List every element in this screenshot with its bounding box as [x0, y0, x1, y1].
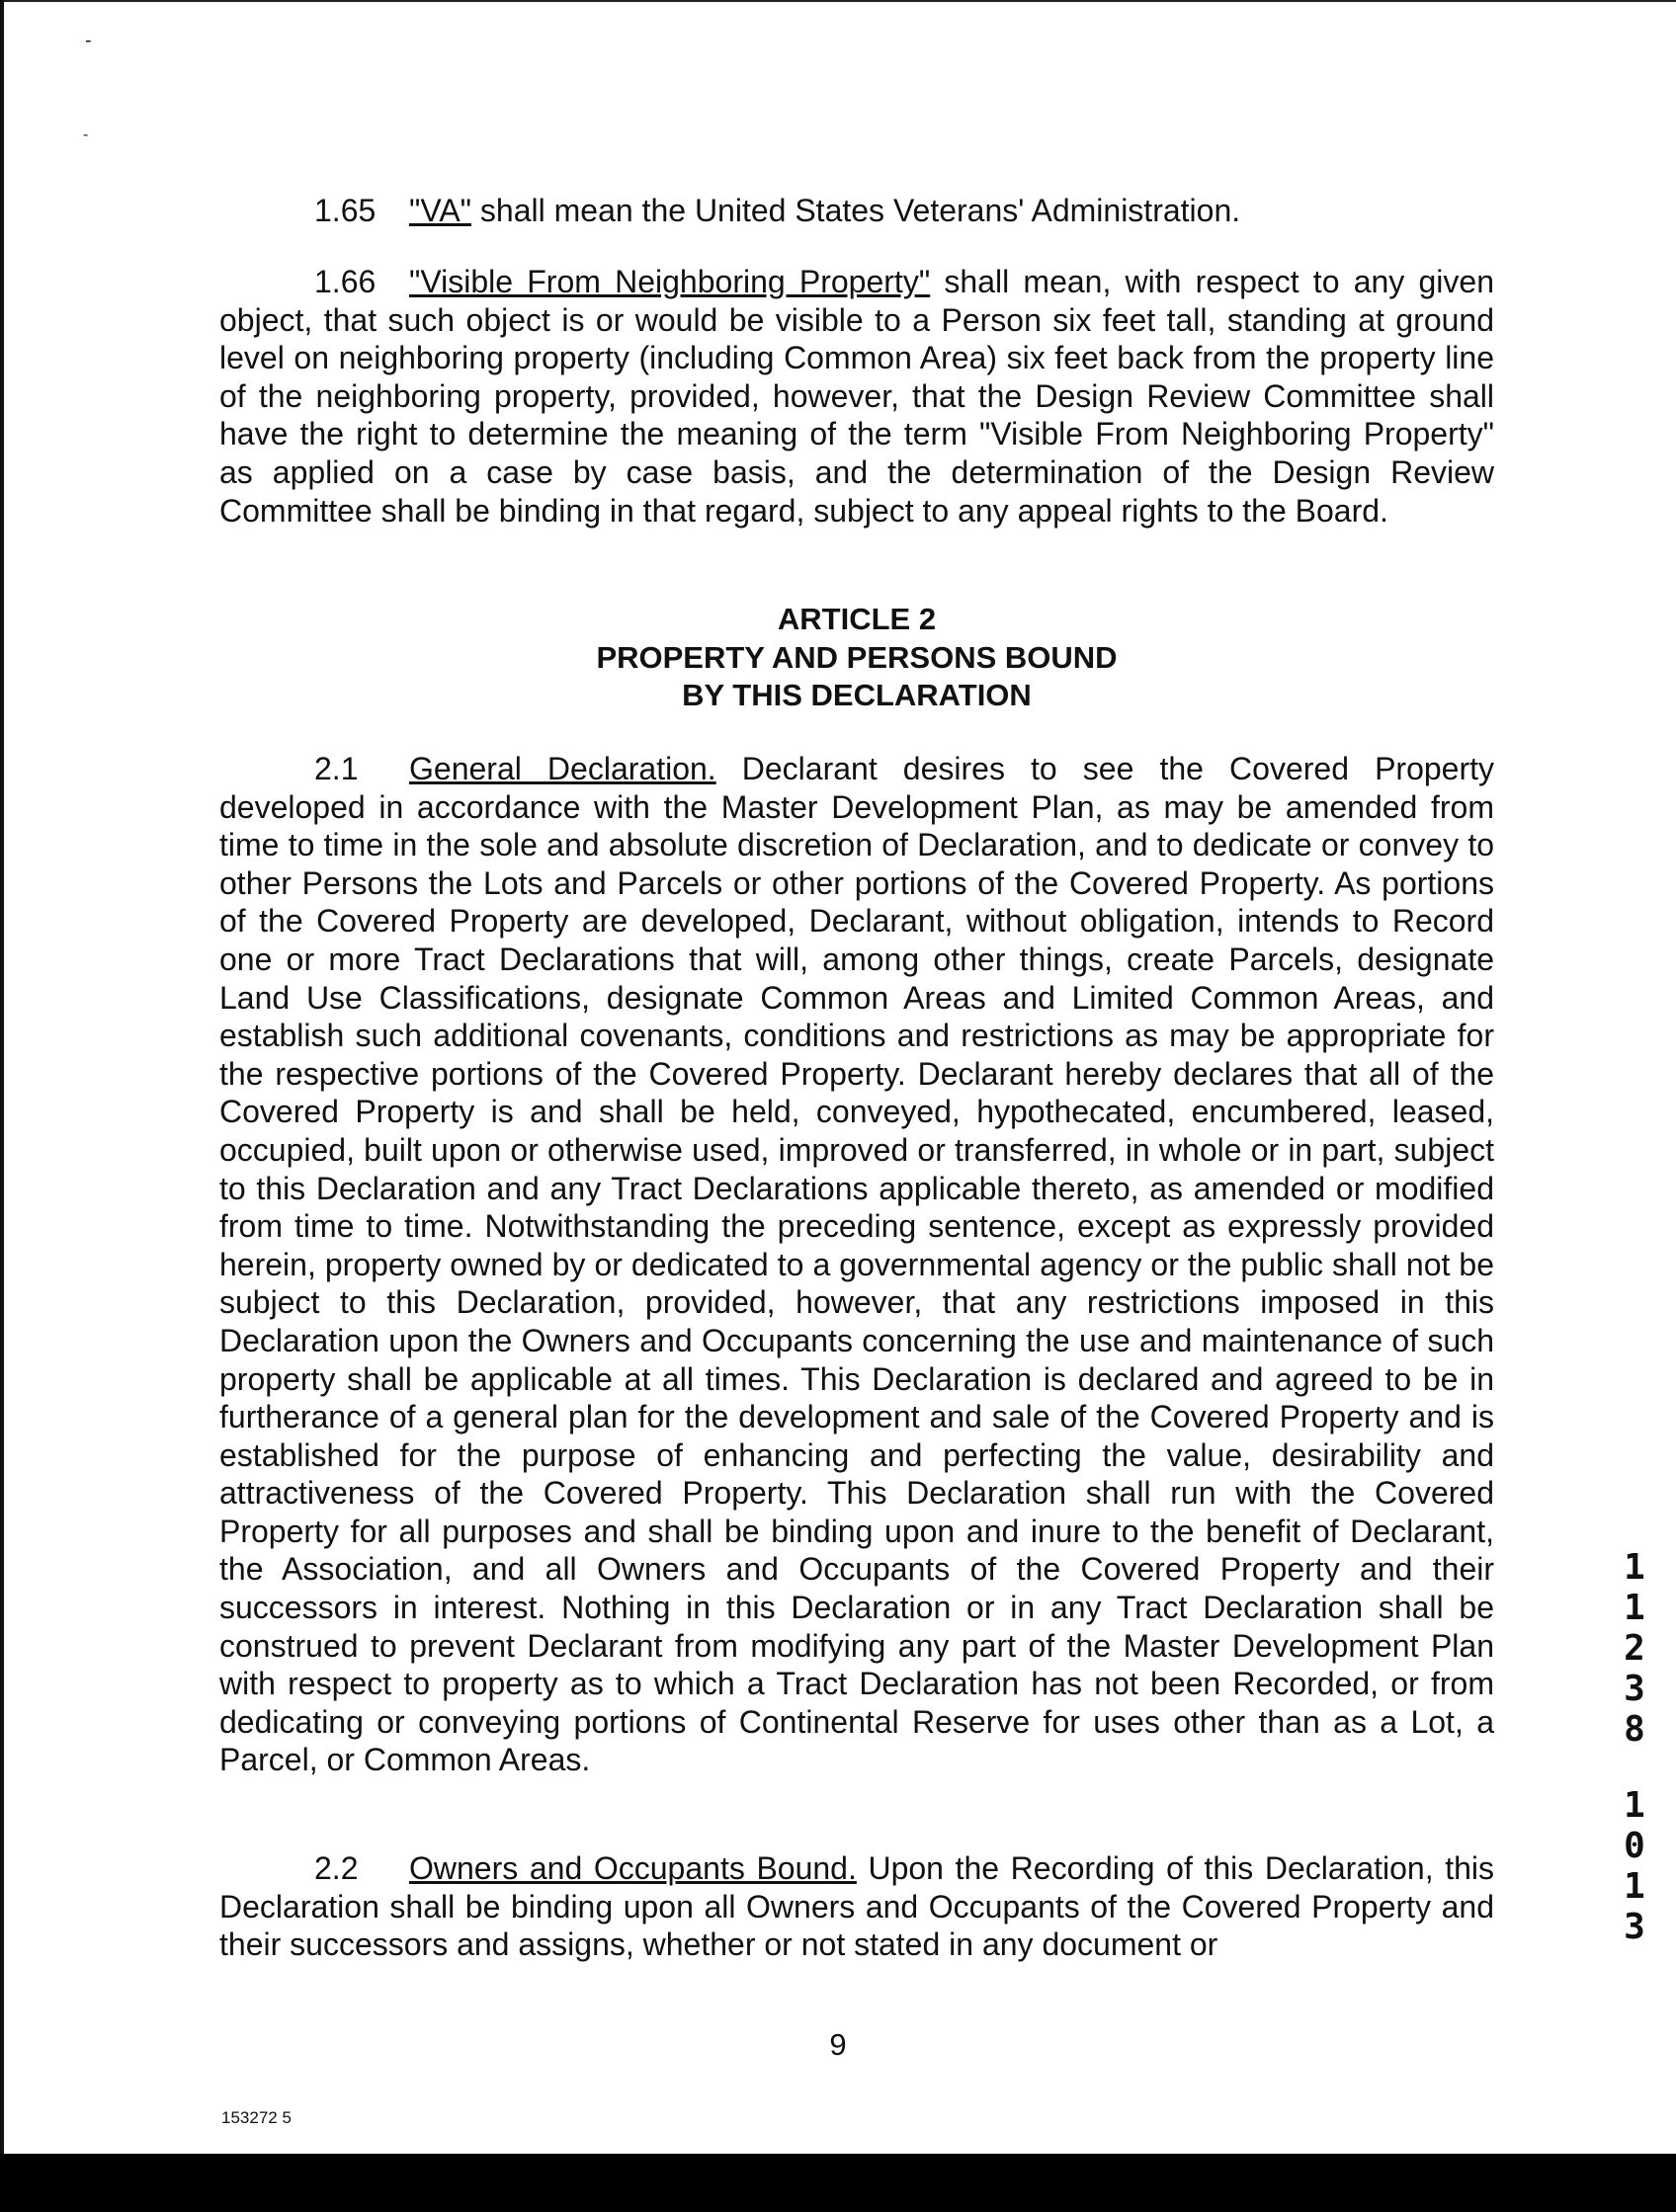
section-number: 1.65	[314, 193, 377, 228]
recording-stamp	[1615, 1547, 1654, 1947]
article-title-line-1: PROPERTY AND PERSONS BOUND	[596, 639, 1118, 675]
defined-term: "Visible From Neighboring Property"	[409, 264, 931, 299]
section-number: 1.66	[314, 264, 377, 299]
scan-left-edge	[0, 0, 4, 2154]
section-number: 2.1	[314, 751, 359, 786]
page-number: 9	[829, 2027, 847, 2062]
stamp-digit: 2	[1624, 1628, 1645, 1669]
stamp-digit: 3	[1624, 1669, 1645, 1709]
scan-top-edge	[0, 0, 1676, 2]
scan-bottom-border	[0, 2154, 1676, 2212]
defined-term: "VA"	[409, 193, 472, 228]
stamp-digit: 1	[1624, 1547, 1645, 1588]
stamp-digit: 8	[1624, 1709, 1645, 1750]
section-1-65	[219, 192, 1494, 230]
paragraph	[219, 263, 1494, 530]
paragraph-text: Declarant desires to see the Covered Property developed in accordance with the Master Development Plan, as may be amended from time to time in the sole and absolute discretion of Declaration, and to dedicate or convey to other Persons the Lots and Parcels or other portions of the Covered Property. As portions of the Covered Property are developed, Declarant, without obligation, intends to Record one or more Tract Declarations that will, among other things, create Parcels, designate Land Use Classifications, designate Common Areas and Limited Common Areas, and establish such additional covenants, conditions and restrictions as may be appropriate for the respective portions of the Covered Property. Declarant hereby declares that all of the Covered Property is and shall be held, conveyed, hypothecated, encumbered, leased, occupied, built upon or otherwise used, improved or transferred, in whole or in part, subject to this Declaration and any Tract Declarations applicable thereto, as amended or modified from time to time. Notwithstanding the preceding sentence, except as expressly provided herein, property owned by or dedicated to a governmental agency or the public shall not be subject to this Declaration, provided, however, that any restrictions imposed in this Declaration upon the Owners and Occupants concerning the use and maintenance of such property shall be applicable at all times. This Declaration is declared and agreed to be in furtherance of a general plan for the development and sale of the Covered Property and is established for the purpose of enhancing and perfecting the value, desirability and attractiveness of the Covered Property. This Declaration shall run with the Covered Property for all purposes and shall be binding upon and inure to the benefit of Declarant, the Association, and all Owners and Occupants of the Covered Property and their successors in interest. Nothing in this Declaration or in any Tract Declaration shall be construed to prevent Declarant from modifying any part of the Master Development Plan with respect to property as to which a Tract Declaration has not been Recorded, or from dedicating or conveying portions of Continental Reserve for uses other than as a Lot, a Parcel, or Common Areas.	[219, 751, 1495, 1778]
paragraph-text: shall mean the United States Veterans' Administration.	[471, 193, 1241, 228]
margin-mark: -	[83, 126, 89, 143]
stamp-digit: 1	[1624, 1866, 1645, 1907]
section-2-2	[219, 1849, 1494, 1964]
margin-mark: -	[85, 30, 92, 51]
stamp-digit: 1	[1624, 1588, 1645, 1628]
paragraph	[219, 750, 1494, 1779]
paragraph-text: Upon the Recording of this Declaration, this Declaration shall be binding upon all Owners and Occupants of the Covered Property and their successors and assigns, whether or not stated in any document or	[219, 1850, 1494, 1963]
section-1-66	[219, 263, 1494, 530]
article-number: ARTICLE 2	[777, 602, 937, 636]
paragraph	[219, 1849, 1494, 1964]
stamp-digit: 3	[1624, 1907, 1645, 1947]
stamp-digit: 0	[1624, 1826, 1645, 1866]
section-title: Owners and Occupants Bound.	[409, 1850, 857, 1886]
paragraph-text: shall mean, with respect to any given object, that such object is or would be visible to a Person six feet tall, standing at ground level on neighboring property (including Common Area) six feet back from the property line of the neighboring property, provided, however, that the Design Review Committee shall have the right to determine the meaning of the term "Visible From Neighboring Property" as applied on a case by case basis, and the determination of the Design Review Committee shall be binding in that regard, subject to any appeal rights to the Board.	[219, 264, 1495, 529]
section-number: 2.2	[314, 1850, 359, 1886]
section-2-1	[219, 750, 1494, 1779]
paragraph	[219, 192, 1494, 230]
article-heading	[219, 601, 1494, 715]
document-id: 153272 5	[221, 2108, 292, 2127]
stamp-digit: 1	[1624, 1785, 1645, 1826]
article-title-line-2: BY THIS DECLARATION	[682, 678, 1032, 712]
stamp-gap	[1615, 1750, 1654, 1785]
section-title: General Declaration.	[409, 751, 716, 786]
